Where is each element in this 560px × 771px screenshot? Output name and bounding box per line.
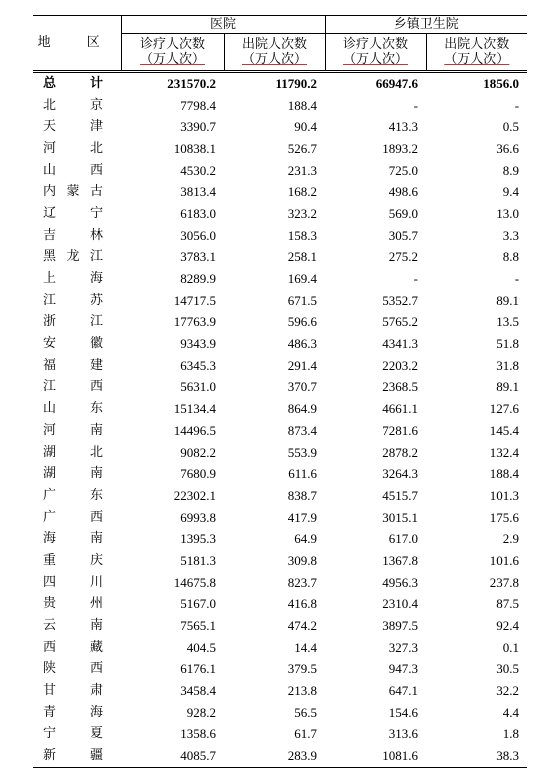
value-cell: 51.8 bbox=[496, 336, 520, 352]
value-cell: 14.4 bbox=[294, 639, 318, 655]
region-cell: 浙江 bbox=[43, 314, 103, 330]
value-cell: 145.4 bbox=[489, 422, 520, 438]
table-row bbox=[33, 637, 527, 659]
value-cell: 13.0 bbox=[496, 205, 520, 221]
value-cell: 1856.0 bbox=[426, 72, 527, 95]
table-row bbox=[33, 312, 527, 334]
value-cell: 4341.3 bbox=[382, 336, 419, 352]
region-cell: 河南 bbox=[43, 422, 103, 438]
table-row bbox=[33, 442, 527, 464]
value-cell: 928.2 bbox=[186, 704, 216, 720]
region-cell: 甘肃 bbox=[43, 683, 103, 699]
region-cell: 辽宁 bbox=[43, 205, 103, 221]
table-row bbox=[33, 615, 527, 637]
value-cell: 3783.1 bbox=[180, 249, 216, 265]
value-cell: 617.0 bbox=[388, 531, 419, 547]
region-cell: 天津 bbox=[43, 119, 103, 135]
region-cell: 云南 bbox=[43, 618, 103, 634]
value-cell: 87.5 bbox=[496, 596, 520, 612]
region-cell: 宁夏 bbox=[43, 726, 103, 742]
region-cell: 江苏 bbox=[43, 292, 103, 308]
value-cell: 9343.9 bbox=[180, 336, 216, 352]
value-cell: - bbox=[413, 271, 419, 287]
table-row bbox=[33, 420, 527, 442]
table-header bbox=[33, 16, 527, 72]
table-row bbox=[33, 528, 527, 550]
value-cell: 8.9 bbox=[502, 162, 520, 178]
region-cell: 陕西 bbox=[43, 661, 103, 677]
value-cell: 89.1 bbox=[496, 379, 520, 395]
value-cell: 15134.4 bbox=[173, 401, 216, 417]
region-cell: 广东 bbox=[43, 487, 103, 503]
value-cell: 22302.1 bbox=[173, 487, 216, 503]
value-cell: 5631.0 bbox=[180, 379, 216, 395]
table-row bbox=[33, 268, 527, 290]
table-row bbox=[33, 203, 527, 225]
region-cell: 贵州 bbox=[43, 596, 103, 612]
value-cell: 498.6 bbox=[388, 184, 419, 200]
region-cell: 黑龙江 bbox=[43, 249, 103, 265]
region-cell: 西藏 bbox=[43, 639, 103, 655]
value-cell: 3897.5 bbox=[382, 618, 419, 634]
value-cell: 596.6 bbox=[287, 314, 318, 330]
value-cell: 17763.9 bbox=[173, 314, 216, 330]
value-cell: 30.5 bbox=[496, 661, 520, 677]
value-cell: 11790.2 bbox=[224, 72, 325, 95]
value-cell: 92.4 bbox=[496, 618, 520, 634]
value-cell: 175.6 bbox=[489, 509, 520, 525]
table-row bbox=[33, 247, 527, 269]
value-cell: - bbox=[514, 97, 520, 113]
region-header-label: 地 区 bbox=[37, 35, 116, 50]
total-row bbox=[33, 72, 527, 95]
value-cell: 323.2 bbox=[287, 205, 318, 221]
value-cell: 101.3 bbox=[489, 487, 520, 503]
value-cell: 101.6 bbox=[489, 552, 520, 568]
value-cell: 4956.3 bbox=[382, 574, 419, 590]
table-row bbox=[33, 290, 527, 312]
value-cell: 569.0 bbox=[388, 205, 419, 221]
table-row bbox=[33, 116, 527, 138]
value-cell: 9.4 bbox=[502, 184, 520, 200]
table-row bbox=[33, 659, 527, 681]
value-cell: 0.1 bbox=[502, 639, 520, 655]
table-row bbox=[33, 680, 527, 702]
table-row bbox=[33, 355, 527, 377]
subheader-unit: （万人次） bbox=[242, 52, 308, 67]
value-cell: 231.3 bbox=[287, 162, 318, 178]
value-cell: 32.2 bbox=[496, 683, 520, 699]
value-cell: 169.4 bbox=[287, 271, 318, 287]
region-cell: 山西 bbox=[43, 162, 103, 178]
value-cell: 90.4 bbox=[294, 119, 318, 135]
subheader-unit: （万人次） bbox=[139, 52, 205, 67]
region-cell: 北京 bbox=[43, 97, 103, 113]
value-cell: 14675.8 bbox=[173, 574, 216, 590]
value-cell: 313.6 bbox=[388, 726, 419, 742]
value-cell: 13.5 bbox=[496, 314, 520, 330]
value-cell: 474.2 bbox=[287, 618, 318, 634]
value-cell: 2310.4 bbox=[382, 596, 419, 612]
value-cell: 188.4 bbox=[287, 97, 318, 113]
table-row bbox=[33, 95, 527, 117]
value-cell: 7680.9 bbox=[180, 466, 216, 482]
value-cell: 526.7 bbox=[287, 140, 318, 156]
value-cell: 3813.4 bbox=[180, 184, 216, 200]
value-cell: 309.8 bbox=[287, 552, 318, 568]
value-cell: 413.3 bbox=[388, 119, 419, 135]
table-row bbox=[33, 724, 527, 746]
value-cell: 3390.7 bbox=[180, 119, 216, 135]
value-cell: - bbox=[413, 97, 419, 113]
value-cell: 6345.3 bbox=[180, 357, 216, 373]
value-cell: 283.9 bbox=[224, 745, 325, 767]
value-cell: 168.2 bbox=[287, 184, 318, 200]
value-cell: 486.3 bbox=[287, 336, 318, 352]
subheader-label: 诊疗人次数 bbox=[139, 37, 205, 52]
value-cell: 2368.5 bbox=[382, 379, 419, 395]
table-body bbox=[33, 72, 527, 768]
value-cell: 1395.3 bbox=[180, 531, 216, 547]
value-cell: 275.2 bbox=[388, 249, 419, 265]
subheader-label: 出院人次数 bbox=[444, 37, 510, 52]
subheader-clinic-visits bbox=[325, 34, 426, 72]
value-cell: 158.3 bbox=[287, 227, 318, 243]
value-cell: 132.4 bbox=[489, 444, 520, 460]
value-cell: 4661.1 bbox=[382, 401, 419, 417]
value-cell: 7798.4 bbox=[180, 97, 216, 113]
value-cell: 2203.2 bbox=[382, 357, 419, 373]
region-cell: 海南 bbox=[43, 531, 103, 547]
table-row bbox=[33, 181, 527, 203]
region-cell: 四川 bbox=[43, 574, 103, 590]
value-cell: 7281.6 bbox=[382, 422, 419, 438]
value-cell: 154.6 bbox=[388, 704, 419, 720]
subheader-clinic-discharges bbox=[426, 34, 527, 72]
value-cell: 647.1 bbox=[388, 683, 419, 699]
table-row bbox=[33, 463, 527, 485]
table-row bbox=[33, 507, 527, 529]
value-cell: 838.7 bbox=[287, 487, 318, 503]
region-cell: 安徽 bbox=[43, 336, 103, 352]
value-cell: 4085.7 bbox=[121, 745, 224, 767]
value-cell: 1081.6 bbox=[325, 745, 426, 767]
region-cell: 重庆 bbox=[43, 552, 103, 568]
value-cell: 89.1 bbox=[496, 292, 520, 308]
value-cell: 404.5 bbox=[186, 639, 216, 655]
value-cell: 10838.1 bbox=[173, 140, 216, 156]
value-cell: 4530.2 bbox=[180, 162, 216, 178]
region-cell: 江西 bbox=[43, 379, 103, 395]
value-cell: 1893.2 bbox=[382, 140, 419, 156]
value-cell: 823.7 bbox=[287, 574, 318, 590]
region-cell: 青海 bbox=[43, 704, 103, 720]
value-cell: 553.9 bbox=[287, 444, 318, 460]
value-cell: 370.7 bbox=[287, 379, 318, 395]
value-cell: 4.4 bbox=[502, 704, 520, 720]
value-cell: 0.5 bbox=[502, 119, 520, 135]
group-header-township-clinic: 乡镇卫生院 bbox=[325, 16, 527, 34]
value-cell: 9082.2 bbox=[180, 444, 216, 460]
region-cell: 广西 bbox=[43, 509, 103, 525]
value-cell: 1358.6 bbox=[180, 726, 216, 742]
table-row bbox=[33, 485, 527, 507]
value-cell: 5352.7 bbox=[382, 292, 419, 308]
value-cell: 1367.8 bbox=[382, 552, 419, 568]
subheader-label: 诊疗人次数 bbox=[343, 37, 409, 52]
value-cell: 61.7 bbox=[294, 726, 318, 742]
value-cell: 14496.5 bbox=[173, 422, 216, 438]
value-cell: 725.0 bbox=[388, 162, 419, 178]
value-cell: 2.9 bbox=[502, 531, 520, 547]
value-cell: 14717.5 bbox=[173, 292, 216, 308]
subheader-unit: （万人次） bbox=[343, 52, 409, 67]
value-cell: 3458.4 bbox=[180, 683, 216, 699]
value-cell: 417.9 bbox=[287, 509, 318, 525]
value-cell: 305.7 bbox=[388, 227, 419, 243]
value-cell: 5765.2 bbox=[382, 314, 419, 330]
region-cell: 福建 bbox=[43, 357, 103, 373]
group-header-hospital: 医院 bbox=[121, 16, 325, 34]
region-cell: 吉林 bbox=[43, 227, 103, 243]
table-row bbox=[33, 333, 527, 355]
value-cell: 8.8 bbox=[502, 249, 520, 265]
value-cell: 66947.6 bbox=[325, 72, 426, 95]
value-cell: 3015.1 bbox=[382, 509, 419, 525]
value-cell: 671.5 bbox=[287, 292, 318, 308]
subheader-label: 出院人次数 bbox=[242, 37, 308, 52]
value-cell: 31.8 bbox=[496, 357, 520, 373]
table-row bbox=[33, 225, 527, 247]
value-cell: 213.8 bbox=[287, 683, 318, 699]
value-cell: 64.9 bbox=[294, 531, 318, 547]
value-cell: 864.9 bbox=[287, 401, 318, 417]
region-cell: 河北 bbox=[43, 140, 103, 156]
value-cell: 5167.0 bbox=[180, 596, 216, 612]
value-cell: 327.3 bbox=[388, 639, 419, 655]
value-cell: 127.6 bbox=[489, 401, 520, 417]
region-cell: 湖南 bbox=[43, 466, 103, 482]
stats-table bbox=[33, 15, 527, 768]
subheader-unit: （万人次） bbox=[444, 52, 510, 67]
table-row bbox=[33, 594, 527, 616]
table-row bbox=[33, 398, 527, 420]
value-cell: 7565.1 bbox=[180, 618, 216, 634]
value-cell: 258.1 bbox=[287, 249, 318, 265]
value-cell: 3056.0 bbox=[180, 227, 216, 243]
value-cell: 231570.2 bbox=[121, 72, 224, 95]
value-cell: 379.5 bbox=[287, 661, 318, 677]
region-cell: 内蒙古 bbox=[43, 184, 103, 200]
subheader-hospital-discharges bbox=[224, 34, 325, 72]
value-cell: 56.5 bbox=[294, 704, 318, 720]
value-cell: 8289.9 bbox=[180, 271, 216, 287]
value-cell: 5181.3 bbox=[180, 552, 216, 568]
value-cell: 611.6 bbox=[288, 466, 318, 482]
value-cell: 6183.0 bbox=[180, 205, 216, 221]
table-row bbox=[33, 550, 527, 572]
table-row bbox=[33, 138, 527, 160]
region-cell: 上海 bbox=[43, 271, 103, 287]
region-column-header bbox=[33, 16, 121, 72]
value-cell: 237.8 bbox=[489, 574, 520, 590]
subheader-hospital-visits bbox=[121, 34, 224, 72]
table-row bbox=[33, 377, 527, 399]
value-cell: 416.8 bbox=[287, 596, 318, 612]
region-cell: 湖北 bbox=[43, 444, 103, 460]
value-cell: 947.3 bbox=[388, 661, 419, 677]
table-row bbox=[33, 160, 527, 182]
value-cell: 873.4 bbox=[287, 422, 318, 438]
value-cell: 36.6 bbox=[496, 140, 520, 156]
value-cell: 6176.1 bbox=[180, 661, 216, 677]
region-cell: 总计 bbox=[33, 72, 121, 95]
value-cell: 3264.3 bbox=[382, 466, 419, 482]
value-cell: 188.4 bbox=[489, 466, 520, 482]
value-cell: 291.4 bbox=[287, 357, 318, 373]
value-cell: 2878.2 bbox=[382, 444, 419, 460]
value-cell: 1.8 bbox=[502, 726, 520, 742]
table-row bbox=[33, 572, 527, 594]
table-row bbox=[33, 702, 527, 724]
region-cell: 山东 bbox=[43, 401, 103, 417]
value-cell: 4515.7 bbox=[382, 487, 419, 503]
value-cell: 38.3 bbox=[426, 745, 527, 767]
region-cell: 新疆 bbox=[33, 745, 121, 767]
value-cell: 6993.8 bbox=[180, 509, 216, 525]
value-cell: - bbox=[514, 271, 520, 287]
table-row bbox=[33, 745, 527, 767]
value-cell: 3.3 bbox=[502, 227, 520, 243]
